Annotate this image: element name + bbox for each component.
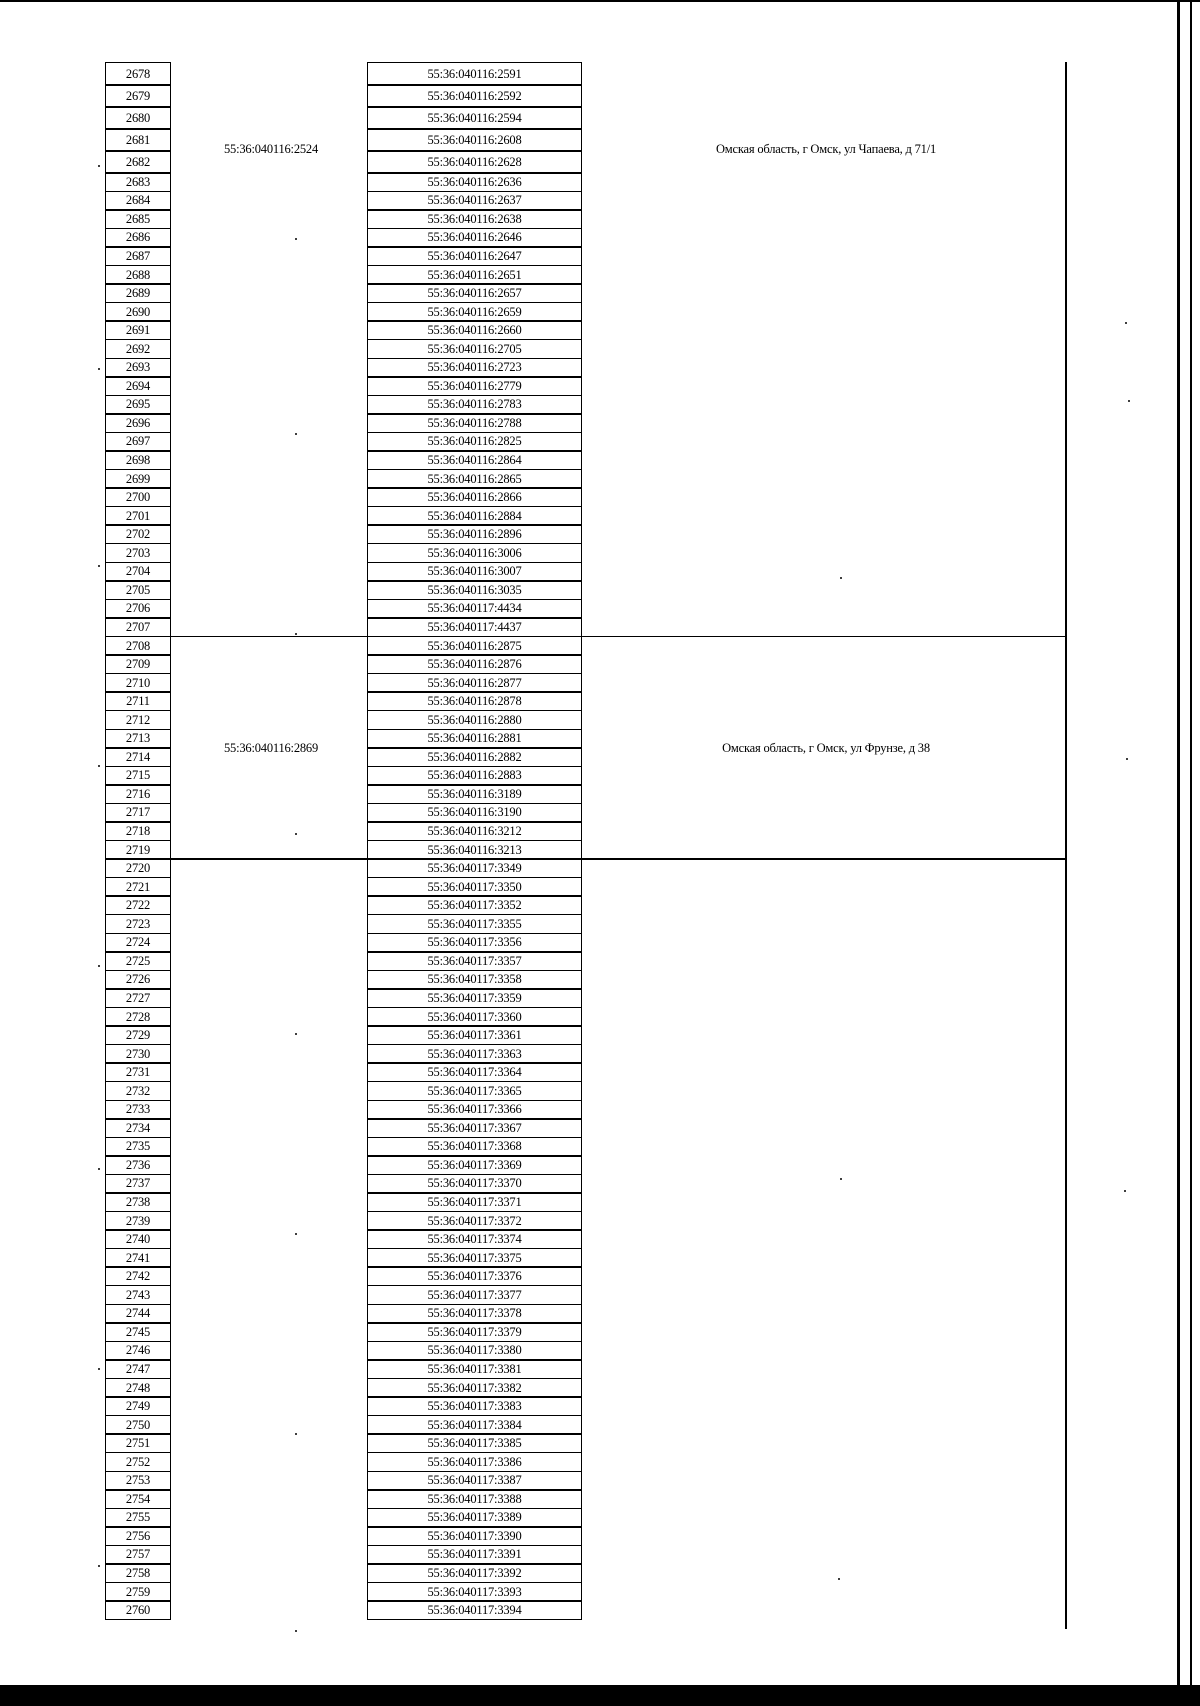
row-number-cell: 2678 [105,62,171,86]
row-number-cell: 2729 [105,1025,171,1045]
property-address: Омская область, г Омск, ул Чапаева, д 71/1 [715,142,937,156]
row-number-cell: 2687 [105,246,171,266]
row-number-cell: 2696 [105,413,171,433]
cadastral-number-cell: 55:36:040116:2647 [367,246,582,266]
cadastral-number-cell: 55:36:040116:3190 [367,803,582,823]
row-number-cell: 2717 [105,803,171,823]
row-number-cell: 2708 [105,636,171,656]
row-number-cell: 2689 [105,283,171,303]
row-number-cell: 2703 [105,543,171,563]
row-number-cell: 2706 [105,599,171,619]
cadastral-number-cell: 55:36:040117:3379 [367,1322,582,1342]
row-number-cell: 2707 [105,617,171,637]
cadastral-number-cell: 55:36:040117:3390 [367,1526,582,1546]
property-address: Омская область, г Омск, ул Фрунзе, д 38 [722,741,930,755]
cadastral-number-cell: 55:36:040117:3385 [367,1433,582,1453]
cadastral-number-cell: 55:36:040117:4437 [367,617,582,637]
row-number-cell: 2700 [105,487,171,507]
cadastral-number-cell: 55:36:040117:3386 [367,1452,582,1472]
scan-speck [1125,322,1127,324]
cadastral-number-cell: 55:36:040117:3394 [367,1600,582,1620]
cadastral-number-cell: 55:36:040117:3365 [367,1081,582,1101]
row-number-cell: 2711 [105,691,171,711]
row-number-cell: 2752 [105,1452,171,1472]
scan-speck [295,433,297,435]
cadastral-number-cell: 55:36:040117:3392 [367,1563,582,1583]
row-number-cell: 2760 [105,1600,171,1620]
row-number-cell: 2701 [105,506,171,526]
scan-speck [838,1578,840,1580]
row-number-cell: 2694 [105,376,171,396]
row-number-cell: 2759 [105,1582,171,1602]
row-number-cell: 2683 [105,172,171,192]
row-number-cell: 2716 [105,784,171,804]
scan-speck [98,765,100,767]
scan-speck [840,1178,842,1180]
row-number-cell: 2710 [105,673,171,693]
cadastral-number-cell: 55:36:040116:2636 [367,172,582,192]
cadastral-number-cell: 55:36:040116:2779 [367,376,582,396]
row-number-cell: 2693 [105,358,171,378]
scan-speck [840,577,842,579]
cadastral-number-cell: 55:36:040117:3380 [367,1341,582,1361]
cadastral-number-cell: 55:36:040117:3378 [367,1304,582,1324]
row-number-cell: 2754 [105,1489,171,1509]
row-number-cell: 2756 [105,1526,171,1546]
row-number-cell: 2680 [105,106,171,130]
row-number-cell: 2751 [105,1433,171,1453]
scan-speck [295,1033,297,1035]
row-number-cell: 2685 [105,209,171,229]
cadastral-number-cell: 55:36:040117:3393 [367,1582,582,1602]
row-number-cell: 2737 [105,1174,171,1194]
row-number-cell: 2745 [105,1322,171,1342]
row-number-cell: 2714 [105,747,171,767]
cadastral-number-cell: 55:36:040116:2651 [367,265,582,285]
cadastral-number-cell: 55:36:040117:3352 [367,895,582,915]
scan-speck [295,1233,297,1235]
row-number-cell: 2690 [105,302,171,322]
row-number-cell: 2682 [105,150,171,174]
cadastral-number-cell: 55:36:040117:3357 [367,951,582,971]
cadastral-number-cell: 55:36:040116:2883 [367,766,582,786]
cadastral-number-cell: 55:36:040117:3360 [367,1007,582,1027]
cadastral-number-cell: 55:36:040116:3007 [367,562,582,582]
row-number-cell: 2684 [105,191,171,211]
cadastral-number-cell: 55:36:040117:3350 [367,877,582,897]
row-number-cell: 2692 [105,339,171,359]
row-number-cell: 2722 [105,895,171,915]
row-number-cell: 2702 [105,524,171,544]
cadastral-number-cell: 55:36:040117:3355 [367,914,582,934]
row-number-cell: 2741 [105,1248,171,1268]
row-number-cell: 2705 [105,580,171,600]
row-number-cell: 2735 [105,1137,171,1157]
cadastral-number-cell: 55:36:040117:3375 [367,1248,582,1268]
scan-speck [98,1565,100,1567]
cadastral-number-cell: 55:36:040117:3372 [367,1211,582,1231]
cadastral-number-cell: 55:36:040117:3364 [367,1062,582,1082]
row-number-cell: 2736 [105,1155,171,1175]
cadastral-number-cell: 55:36:040116:2884 [367,506,582,526]
row-number-cell: 2704 [105,562,171,582]
scan-speck [295,1630,297,1632]
row-number-cell: 2743 [105,1285,171,1305]
cadastral-number-cell: 55:36:040116:2825 [367,432,582,452]
parcel-cadastral-number: 55:36:040116:2869 [223,741,319,755]
scan-speck [98,165,100,167]
cadastral-number-cell: 55:36:040116:2592 [367,84,582,108]
cadastral-number-cell: 55:36:040116:2591 [367,62,582,86]
scan-speck [295,833,297,835]
row-number-cell: 2725 [105,951,171,971]
row-number-cell: 2697 [105,432,171,452]
cadastral-number-cell: 55:36:040116:2864 [367,450,582,470]
cadastral-number-cell: 55:36:040116:2659 [367,302,582,322]
cadastral-number-cell: 55:36:040116:2876 [367,654,582,674]
row-number-cell: 2744 [105,1304,171,1324]
row-number-cell: 2739 [105,1211,171,1231]
row-number-cell: 2757 [105,1545,171,1565]
cadastral-number-cell: 55:36:040116:2866 [367,487,582,507]
row-number-cell: 2733 [105,1100,171,1120]
cadastral-number-cell: 55:36:040116:2594 [367,106,582,130]
row-number-cell: 2726 [105,970,171,990]
cadastral-number-cell: 55:36:040117:3368 [367,1137,582,1157]
group-separator [582,636,1066,638]
row-number-cell: 2748 [105,1378,171,1398]
cadastral-number-cell: 55:36:040116:2723 [367,358,582,378]
cadastral-number-cell: 55:36:040117:3359 [367,988,582,1008]
cadastral-number-cell: 55:36:040117:3391 [367,1545,582,1565]
cadastral-number-cell: 55:36:040116:2865 [367,469,582,489]
row-number-cell: 2720 [105,858,171,878]
row-number-cell: 2691 [105,320,171,340]
row-number-cell: 2713 [105,729,171,749]
cadastral-number-cell: 55:36:040116:2783 [367,395,582,415]
cadastral-number-cell: 55:36:040117:3383 [367,1396,582,1416]
cadastral-number-cell: 55:36:040117:3389 [367,1508,582,1528]
row-number-cell: 2734 [105,1118,171,1138]
row-number-cell: 2750 [105,1415,171,1435]
cadastral-number-cell: 55:36:040117:3361 [367,1025,582,1045]
scan-speck [295,238,297,240]
row-number-cell: 2709 [105,654,171,674]
cadastral-number-cell: 55:36:040117:3369 [367,1155,582,1175]
cadastral-number-cell: 55:36:040116:2877 [367,673,582,693]
row-number-cell: 2719 [105,840,171,860]
row-number-cell: 2731 [105,1062,171,1082]
row-number-cell: 2721 [105,877,171,897]
row-number-cell: 2686 [105,228,171,248]
row-number-cell: 2749 [105,1396,171,1416]
scan-speck [98,1168,100,1170]
cadastral-number-cell: 55:36:040116:2882 [367,747,582,767]
row-number-cell: 2740 [105,1229,171,1249]
row-number-cell: 2730 [105,1044,171,1064]
row-number-cell: 2718 [105,821,171,841]
scan-speck [98,1368,100,1370]
cadastral-number-cell: 55:36:040116:2878 [367,691,582,711]
scan-speck [295,1433,297,1435]
cadastral-number-cell: 55:36:040117:3370 [367,1174,582,1194]
scan-speck [1128,400,1130,402]
scan-speck [1124,1190,1126,1192]
row-number-cell: 2758 [105,1563,171,1583]
cadastral-number-cell: 55:36:040116:2608 [367,128,582,152]
cadastral-number-cell: 55:36:040116:2881 [367,729,582,749]
row-number-cell: 2699 [105,469,171,489]
cadastral-number-cell: 55:36:040117:3382 [367,1378,582,1398]
cadastral-number-cell: 55:36:040116:2646 [367,228,582,248]
scan-speck [98,565,100,567]
row-number-cell: 2688 [105,265,171,285]
row-number-cell: 2712 [105,710,171,730]
row-number-cell: 2747 [105,1359,171,1379]
cadastral-number-cell: 55:36:040117:3377 [367,1285,582,1305]
cadastral-number-cell: 55:36:040116:2788 [367,413,582,433]
cadastral-number-cell: 55:36:040116:2896 [367,524,582,544]
row-number-cell: 2727 [105,988,171,1008]
scan-speck [98,368,100,370]
group-separator [171,858,367,860]
cadastral-number-cell: 55:36:040116:3006 [367,543,582,563]
cadastral-number-cell: 55:36:040117:3388 [367,1489,582,1509]
row-number-cell: 2715 [105,766,171,786]
row-number-cell: 2698 [105,450,171,470]
scan-speck [295,633,297,635]
cadastral-number-cell: 55:36:040117:3371 [367,1192,582,1212]
row-number-cell: 2746 [105,1341,171,1361]
cadastral-number-cell: 55:36:040117:3356 [367,933,582,953]
row-number-cell: 2755 [105,1508,171,1528]
cadastral-number-cell: 55:36:040117:3384 [367,1415,582,1435]
cadastral-number-cell: 55:36:040116:2705 [367,339,582,359]
row-number-cell: 2728 [105,1007,171,1027]
cadastral-number-cell: 55:36:040116:2637 [367,191,582,211]
parcel-cadastral-number: 55:36:040116:2524 [223,142,319,156]
row-number-cell: 2695 [105,395,171,415]
cadastral-number-cell: 55:36:040117:3358 [367,970,582,990]
group-separator [582,858,1066,860]
row-number-cell: 2681 [105,128,171,152]
group-separator [171,636,367,638]
cadastral-number-cell: 55:36:040117:3376 [367,1266,582,1286]
cadastral-number-cell: 55:36:040117:4434 [367,599,582,619]
cadastral-number-cell: 55:36:040116:2657 [367,283,582,303]
row-number-cell: 2742 [105,1266,171,1286]
row-number-cell: 2679 [105,84,171,108]
scan-speck [1126,758,1128,760]
row-number-cell: 2732 [105,1081,171,1101]
cadastral-number-cell: 55:36:040116:2638 [367,209,582,229]
cadastral-number-cell: 55:36:040117:3367 [367,1118,582,1138]
cadastral-number-cell: 55:36:040116:2875 [367,636,582,656]
row-number-cell: 2753 [105,1471,171,1491]
cadastral-number-cell: 55:36:040116:2880 [367,710,582,730]
cadastral-number-cell: 55:36:040116:3212 [367,821,582,841]
scan-speck [98,965,100,967]
cadastral-number-cell: 55:36:040116:3213 [367,840,582,860]
cadastral-number-cell: 55:36:040116:3035 [367,580,582,600]
table-right-border [1065,62,1067,1629]
cadastral-number-cell: 55:36:040117:3387 [367,1471,582,1491]
row-number-cell: 2724 [105,933,171,953]
cadastral-number-cell: 55:36:040117:3374 [367,1229,582,1249]
row-number-cell: 2723 [105,914,171,934]
cadastral-number-cell: 55:36:040117:3363 [367,1044,582,1064]
cadastral-number-cell: 55:36:040117:3349 [367,858,582,878]
cadastral-number-cell: 55:36:040117:3381 [367,1359,582,1379]
cadastral-number-cell: 55:36:040116:2660 [367,320,582,340]
cadastral-number-cell: 55:36:040116:3189 [367,784,582,804]
cadastral-number-cell: 55:36:040117:3366 [367,1100,582,1120]
row-number-cell: 2738 [105,1192,171,1212]
cadastral-number-cell: 55:36:040116:2628 [367,150,582,174]
